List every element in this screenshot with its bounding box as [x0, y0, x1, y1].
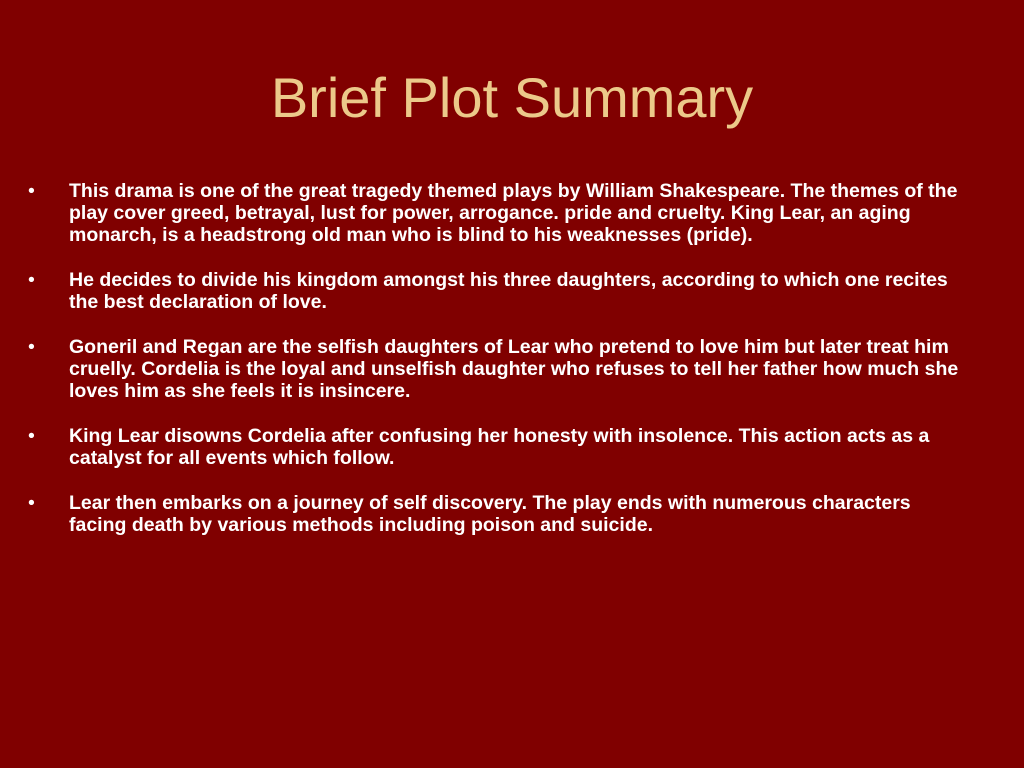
- bullet-text: Lear then embarks on a journey of self discovery. The play ends with numerous characters facing death by various methods including poison and suicide.: [69, 492, 911, 536]
- bullet-text: This drama is one of the great tragedy themed plays by William Shakespeare. The themes of the play cover greed, betrayal, lust for power, arrogance. pride and cruelty. King Lear, an aging monarch, is a headstrong old man who is blind to his weaknesses (pride).: [69, 180, 958, 246]
- bullet-text: Goneril and Regan are the selfish daughters of Lear who pretend to love him but later treat him cruelly. Cordelia is the loyal and unselfish daughter who refuses to tell her father how much she loves him as she feels it is insincere.: [69, 336, 959, 402]
- bullet-item: [28, 269, 968, 313]
- bullet-text: He decides to divide his kingdom amongst his three daughters, according to which one recites the best declaration of love.: [69, 269, 948, 313]
- bullet-item: [28, 425, 968, 469]
- bullet-icon: •: [28, 336, 35, 358]
- bullet-text: King Lear disowns Cordelia after confusing her honesty with insolence. This action acts as a catalyst for all events which follow.: [69, 425, 930, 469]
- bullet-icon: •: [28, 269, 35, 291]
- slide-title: Brief Plot Summary: [270, 66, 754, 129]
- bullet-icon: •: [28, 425, 35, 447]
- bullet-icon: •: [28, 180, 35, 202]
- bullet-item: [28, 180, 968, 246]
- bullet-item: [28, 336, 968, 402]
- bullet-icon: •: [28, 492, 35, 514]
- bullet-list: [28, 180, 968, 559]
- bullet-item: [28, 492, 968, 536]
